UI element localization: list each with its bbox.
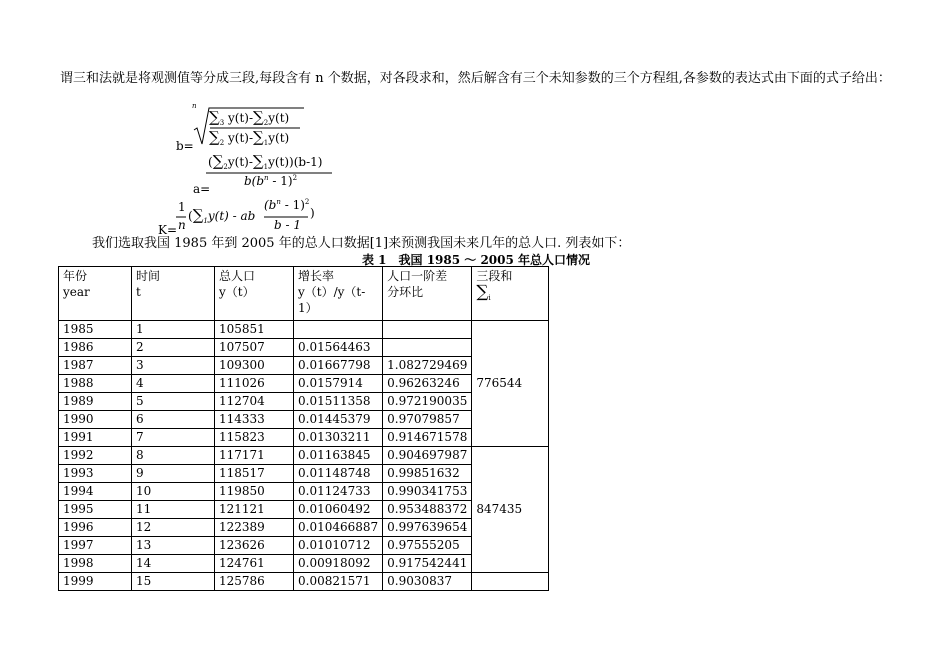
- table-cell: 0.00918092: [294, 555, 383, 573]
- sigma-symbol: ∑: [253, 108, 264, 126]
- a-den-text3: - 1): [268, 174, 293, 188]
- k-frac-num: [264, 198, 309, 212]
- k-mid-text: y(t) - ab: [207, 209, 256, 223]
- b-label: b=: [176, 139, 194, 153]
- b-num-text2: y(t): [268, 111, 290, 125]
- k-frac-exp-n: n: [276, 198, 281, 206]
- sigma-symbol: ∑: [252, 152, 264, 170]
- table-cell: 1.082729469: [383, 357, 472, 375]
- table-cell: 7: [132, 429, 215, 447]
- sigma-symbol: ∑: [209, 108, 220, 126]
- table-cell: 0.96263246: [383, 375, 472, 393]
- table-cell: 0.01564463: [294, 339, 383, 357]
- sigma-symbol: ∑: [209, 128, 220, 146]
- sigma-symbol: ∑: [192, 206, 204, 224]
- table-cell: 115823: [215, 429, 294, 447]
- b-den-text2: y(t): [268, 131, 290, 145]
- table-cell: 1997: [59, 537, 132, 555]
- table-cell: 111026: [215, 375, 294, 393]
- sub-3: 3: [219, 119, 225, 127]
- table-cell: 0.914671578: [383, 429, 472, 447]
- a-numerator: [208, 152, 322, 171]
- data-intro-paragraph: 我们选取我国 1985 年到 2005 年的总人口数据[1]来预测我国未来几年的总人口. 列表如下：: [92, 236, 631, 251]
- table-cell: 107507: [215, 339, 294, 357]
- table-cell: [294, 321, 383, 339]
- table-cell: 0.01060492: [294, 501, 383, 519]
- table-cell: 0.0157914: [294, 375, 383, 393]
- table-header-row: [59, 267, 549, 321]
- table-cell: 0.97079857: [383, 411, 472, 429]
- sub-i: i: [488, 294, 491, 302]
- sub-2: 2: [263, 119, 269, 127]
- a-den-text: b(b: [244, 174, 265, 188]
- k-frac-num-text3: - 1): [280, 198, 305, 212]
- k-middle: ($\sum_1y(t)$ - ab: [188, 206, 256, 225]
- table-cell: [383, 321, 472, 339]
- formula-b: [192, 104, 312, 148]
- a-denominator: [244, 174, 297, 188]
- table-cell: [472, 573, 549, 591]
- table-cell: 5: [132, 393, 215, 411]
- segment-sum-1: 776544: [472, 321, 549, 447]
- table-cell: 0.99851632: [383, 465, 472, 483]
- table-cell: 0.997639654: [383, 519, 472, 537]
- table-row: [59, 573, 549, 591]
- table-cell: 0.01148748: [294, 465, 383, 483]
- table-cell: 6: [132, 411, 215, 429]
- sub-2: 2: [223, 163, 228, 171]
- table-cell: 114333: [215, 411, 294, 429]
- table-cell: 9: [132, 465, 215, 483]
- a-num-text: y(t)-: [227, 155, 253, 169]
- table-cell: 0.00821571: [294, 573, 383, 591]
- root-index: n: [192, 102, 197, 110]
- table-cell: [383, 339, 472, 357]
- table-cell: 118517: [215, 465, 294, 483]
- table-cell: 124761: [215, 555, 294, 573]
- sub-1: 1: [203, 217, 208, 225]
- table-cell: 0.904697987: [383, 447, 472, 465]
- table-cell: 109300: [215, 357, 294, 375]
- table-cell: 4: [132, 375, 215, 393]
- intro-paragraph: 谓三和法就是将观测值等分成三段,每段含有 n 个数据，对各段求和，然后解含有三个未知参数的三个方程组,各参数的表达式由下面的式子给出：: [60, 71, 891, 86]
- table-cell: 0.01445379: [294, 411, 383, 429]
- b-numerator: [209, 108, 289, 127]
- table-cell: 15: [132, 573, 215, 591]
- sigma-symbol: ∑: [253, 128, 264, 146]
- table-caption: 表 1 我国 1985 ～ 2005 年总人口情况: [362, 253, 591, 267]
- table-cell: 1994: [59, 483, 132, 501]
- table-cell: 1990: [59, 411, 132, 429]
- table-cell: 1988: [59, 375, 132, 393]
- formula-k: 1 n ($\sum_1y(t)$ - ab $(b^n - 1)^2$ b - 1 ): [178, 198, 315, 232]
- k-label: K=: [158, 223, 178, 237]
- table-cell: 8: [132, 447, 215, 465]
- table-cell: 1992: [59, 447, 132, 465]
- k-one: 1: [178, 200, 186, 214]
- table-cell: 12: [132, 519, 215, 537]
- table-cell: 0.01163845: [294, 447, 383, 465]
- header-diff-ratio: 人口一阶差 分环比: [383, 267, 472, 321]
- table-cell: 1993: [59, 465, 132, 483]
- table-cell: 1995: [59, 501, 132, 519]
- k-n: n: [178, 218, 186, 232]
- a-label: a=: [193, 182, 211, 196]
- header-growth-rate: 增长率 y（t）/y（t-1）: [294, 267, 383, 321]
- table-cell: 0.9030837: [383, 573, 472, 591]
- table-cell: 0.01511358: [294, 393, 383, 411]
- table-cell: 1986: [59, 339, 132, 357]
- a-den-exp-n: n: [264, 174, 269, 182]
- table-cell: 0.01010712: [294, 537, 383, 555]
- sigma-symbol: ∑: [476, 282, 489, 302]
- table-cell: 0.97555205: [383, 537, 472, 555]
- table-cell: 1996: [59, 519, 132, 537]
- header-year: 年份 year: [59, 267, 132, 321]
- table-cell: 119850: [215, 483, 294, 501]
- table-cell: 0.01667798: [294, 357, 383, 375]
- table-cell: 105851: [215, 321, 294, 339]
- table-row: [59, 447, 549, 465]
- table-cell: 14: [132, 555, 215, 573]
- table-cell: 11: [132, 501, 215, 519]
- population-table: [58, 266, 549, 591]
- header-segment-sum: 三段和 $\sum_i$: [472, 267, 549, 321]
- k-frac-num-text: (b: [264, 198, 277, 212]
- k-frac-den: b - 1: [274, 218, 301, 232]
- sub-1: 1: [263, 163, 269, 171]
- b-den-text: y(t)-: [228, 131, 254, 145]
- table-cell: 0.972190035: [383, 393, 472, 411]
- b-denominator: [209, 128, 289, 147]
- a-den-exp: 2: [292, 174, 298, 182]
- table-cell: 125786: [215, 573, 294, 591]
- table-cell: 1: [132, 321, 215, 339]
- header-population: 总人口 y（t）: [215, 267, 294, 321]
- a-num-open: (: [208, 155, 213, 169]
- sub-2: 2: [219, 139, 225, 147]
- b-num-text: y(t)-: [228, 111, 254, 125]
- header-time: 时间 t: [132, 267, 215, 321]
- segment-sum-2: 847435: [472, 447, 549, 573]
- table-cell: 117171: [215, 447, 294, 465]
- table-cell: 0.990341753: [383, 483, 472, 501]
- table-body: [59, 321, 549, 591]
- table-cell: 0.917542441: [383, 555, 472, 573]
- table-cell: 0.953488372: [383, 501, 472, 519]
- table-cell: 0.01124733: [294, 483, 383, 501]
- sigma-symbol: ∑: [212, 152, 224, 170]
- table-cell: 2: [132, 339, 215, 357]
- table-cell: 13: [132, 537, 215, 555]
- table-cell: 123626: [215, 537, 294, 555]
- table-cell: 0.010466887: [294, 519, 383, 537]
- table-cell: 0.01303211: [294, 429, 383, 447]
- table-cell: 3: [132, 357, 215, 375]
- table-cell: 122389: [215, 519, 294, 537]
- table-cell: 10: [132, 483, 215, 501]
- table-cell: 1987: [59, 357, 132, 375]
- sub-1: 1: [263, 139, 269, 147]
- table-cell: 112704: [215, 393, 294, 411]
- formula-a: [206, 152, 336, 194]
- table-cell: 1985: [59, 321, 132, 339]
- k-frac-exp: 2: [304, 198, 310, 206]
- table-cell: 1989: [59, 393, 132, 411]
- table-cell: 1998: [59, 555, 132, 573]
- table-cell: 1999: [59, 573, 132, 591]
- table-cell: 121121: [215, 501, 294, 519]
- a-num-text3: y(t))(b-1): [268, 155, 323, 169]
- table-cell: 1991: [59, 429, 132, 447]
- table-row: [59, 321, 549, 339]
